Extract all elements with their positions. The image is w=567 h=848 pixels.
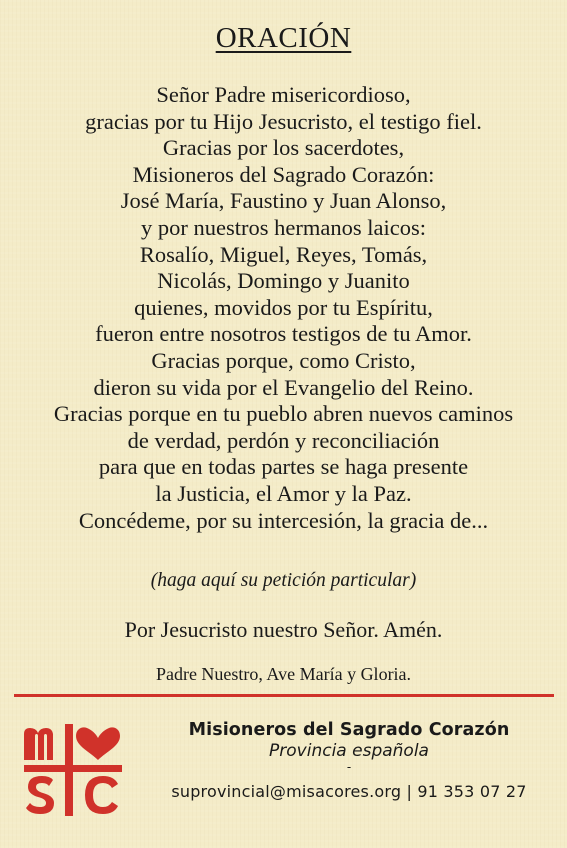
- org-info: [148, 720, 550, 801]
- closing-line: Por Jesucristo nuestro Señor. Amén.: [124, 617, 443, 642]
- prayer-line: Misioneros del Sagrado Corazón:: [132, 161, 435, 187]
- prayer-line: fueron entre nosotros testigos de tu Amor.: [95, 321, 472, 347]
- org-province: Provincia española: [269, 741, 429, 761]
- prayer-line: dieron su vida por el Evangelio del Reino.: [93, 374, 474, 400]
- prayer-line: gracias por tu Hijo Jesucristo, el testigo fiel.: [85, 108, 482, 134]
- prayer-line: para que en todas partes se haga presente: [98, 454, 469, 480]
- prayer-line: Nicolás, Domingo y Juanito: [157, 268, 410, 294]
- prayer-line: Concédeme, por su intercesión, la gracia de...: [78, 507, 489, 533]
- prayer-line: Rosalío, Miguel, Reyes, Tomás,: [139, 241, 428, 267]
- prayer-line: Gracias porque, como Cristo,: [151, 347, 416, 373]
- prayer-line: Señor Padre misericordioso,: [156, 82, 411, 107]
- org-contact[interactable]: suprovincial@misacores.org | 91 353 07 27: [171, 782, 527, 801]
- prayer-line: quienes, movidos por tu Espíritu,: [134, 294, 433, 320]
- prayer-line: José María, Faustino y Juan Alonso,: [120, 188, 447, 214]
- prayer-title: [0, 22, 567, 55]
- prayer-line: Gracias por los sacerdotes,: [162, 135, 405, 161]
- org-name: Misioneros del Sagrado Corazón: [188, 720, 510, 740]
- request-note: (haga aquí su petición particular): [150, 570, 417, 591]
- prayer-line: de verdad, perdón y reconciliación: [127, 427, 440, 453]
- prayer-body: [0, 82, 567, 534]
- prayer-title-text: ORACIÓN: [215, 22, 352, 54]
- prayer-line: y por nuestros hermanos laicos:: [141, 214, 426, 240]
- prayer-line: Gracias porque en tu pueblo abren nuevos caminos: [53, 401, 514, 427]
- prayer-line: la Justicia, el Amor y la Paz.: [155, 480, 412, 506]
- divider: [14, 694, 554, 697]
- msc-logo: [20, 718, 130, 818]
- final-prayers: Padre Nuestro, Ave María y Gloria.: [155, 664, 412, 684]
- org-separator: -: [346, 760, 352, 774]
